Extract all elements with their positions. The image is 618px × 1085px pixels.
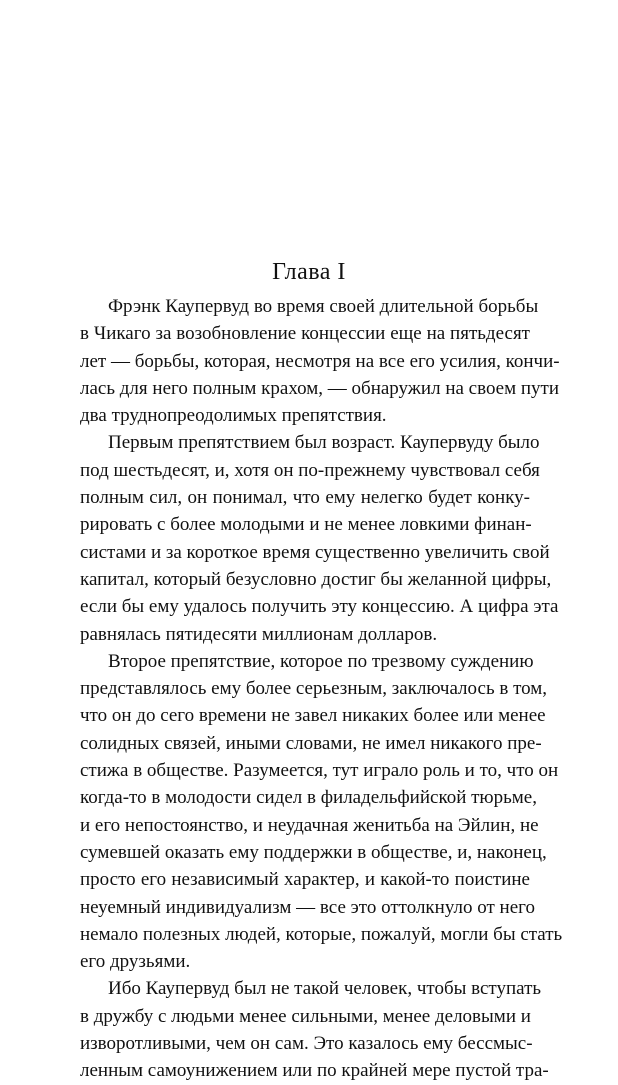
text-line: капитал, который безусловно достиг бы желанной цифры,: [80, 568, 552, 590]
text-line: если бы ему удалось получить эту концессию. А цифра эта: [80, 596, 559, 618]
text-line: солидных связей, иными словами, не имел никакого пре-: [80, 732, 542, 754]
text-line: Фрэнк Каупервуд во время своей длительной борьбы: [108, 296, 539, 317]
text-line: Ибо Каупервуд был не такой человек, чтобы вступать: [108, 978, 542, 1000]
text-line: представлялось ему более серьезным, заключалось в том,: [80, 678, 548, 700]
text-line: стижа в обществе. Разумеется, тут играло роль и то, что он: [80, 760, 559, 782]
text-line: систами и за короткое время существенно увеличить свой: [80, 541, 550, 563]
text-line: под шестьдесят, и, хотя он по-прежнему чувствовал себя: [80, 459, 540, 481]
text-line: изворотливыми, чем он сам. Это казалось ему бессмыс-: [80, 1033, 533, 1055]
text-line: в Чикаго за возобновление концессии еще на пятьдесят: [80, 323, 530, 345]
text-line: полным сил, он понимал, что ему нелегко будет конку-: [80, 487, 530, 509]
text-line: просто его независимый характер, и какой-то поистине: [80, 869, 530, 891]
text-line: сумевшей оказать ему поддержки в обществе, и, наконец,: [80, 841, 547, 863]
text-line: когда-то в молодости сидел в филадельфийской тюрьме,: [80, 787, 537, 809]
text-line: его друзьями.: [80, 951, 191, 973]
text-line: лась для него полным крахом, — обнаружил на своем пути: [80, 377, 560, 399]
text-line: рировать с более молодыми и не менее ловкими финан-: [80, 514, 532, 536]
paragraph-3: [80, 648, 563, 976]
paragraph-2: [80, 429, 559, 647]
text-line: ленным самоунижением или по крайней мере пустой тра-: [80, 1060, 549, 1082]
paragraph-1: [80, 293, 560, 429]
body-text: [80, 293, 563, 1085]
text-line: и его непостоянство, и неудачная женитьба на Эйлин, не: [80, 814, 539, 836]
text-line: равнялась пятидесяти миллионам долларов.: [80, 623, 438, 645]
text-line: что он до сего времени не завел никаких более или менее: [80, 705, 546, 727]
text-line: лет — борьбы, которая, несмотря на все его усилия, кончи-: [80, 350, 560, 372]
text-line: неуемный индивидуализм — все это оттолкнуло от него: [80, 896, 535, 918]
paragraph-4: [80, 975, 549, 1084]
text-line: в дружбу с людьми менее сильными, менее деловыми и: [80, 1005, 531, 1027]
text-line: два труднопреодолимых препятствия.: [80, 405, 387, 427]
chapter-title: Глава I: [272, 259, 346, 285]
text-line: Первым препятствием был возраст. Каупервуду было: [108, 432, 540, 454]
text-line: Второе препятствие, которое по трезвому суждению: [108, 650, 534, 672]
text-line: немало полезных людей, которые, пожалуй, могли бы стать: [80, 923, 563, 945]
